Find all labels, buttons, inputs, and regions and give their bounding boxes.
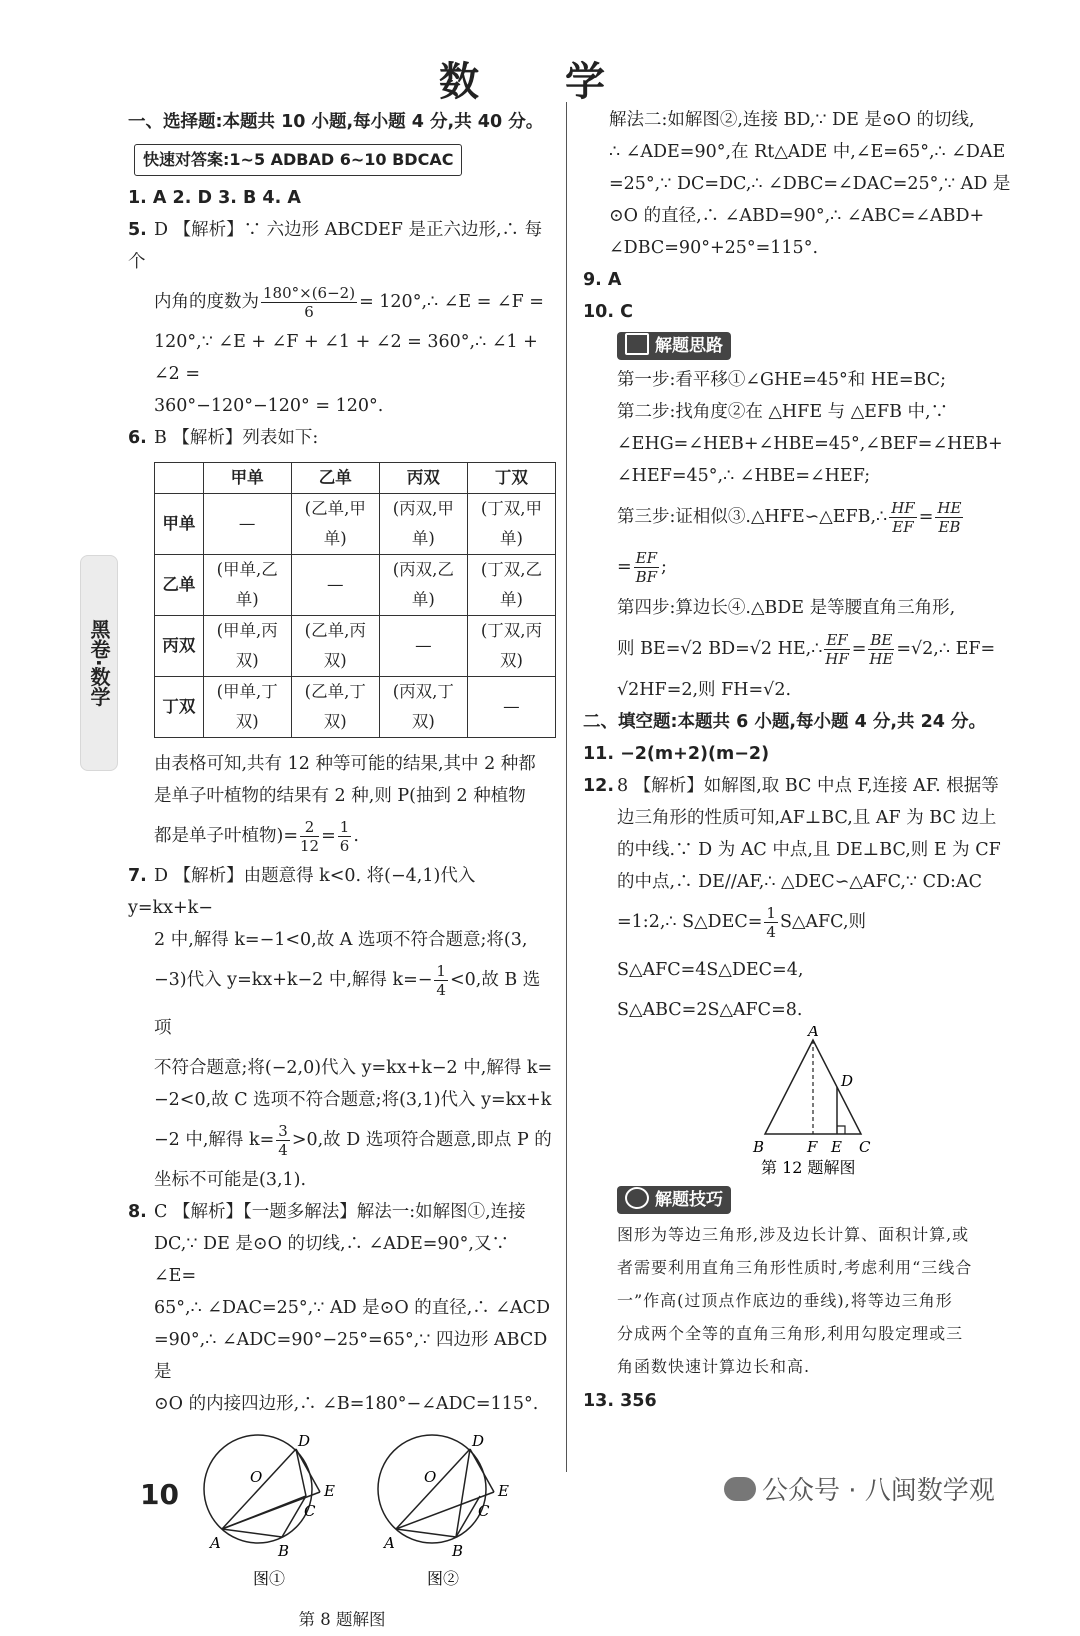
table-cell: (丙双,乙单) [379,555,467,616]
table-header-cell: 丁双 [467,463,555,494]
watermark: 公众号 · 八闽数学观 [724,1470,995,1507]
row-header-cell: 丙双 [155,616,204,677]
q7-line1: 7. D 【解析】由题意得 k<0. 将(−4,1)代入 y=kx+k− [128,866,476,918]
table-cell: (乙单,丙双) [291,616,379,677]
q8-line5: ⊙O 的内接四边形,∴ ∠B=180°−∠ADC=115°. [154,1394,539,1414]
s2-line2: ∴ ∠ADE=90°,在 Rt△ADE 中,∠E=65°,∴ ∠DAE [609,142,1006,162]
q12-line3: 的中线.∵ D 为 AC 中点,且 DE⊥BC,则 E 为 CF [617,840,1001,860]
svg-text:E: E [324,1482,335,1500]
section-heading-choice: 一、选择题:本题共 10 小题,每小题 4 分,共 40 分。 [128,112,544,132]
page-number: 10 [140,1478,179,1511]
svg-text:C: C [304,1502,316,1520]
wechat-icon [724,1477,756,1501]
answer-13: 13. 356 [583,1391,657,1411]
q8-line4: =90°,∴ ∠ADC=90°−25°=65°,∵ 四边形 ABCD 是 [154,1330,548,1382]
q6-line1: 6. B 【解析】列表如下: [128,428,319,448]
step-3a: 第三步:证相似③.△HFE∽△EFB,∴ $\frac{HF}{EF}$ = $\frac{HE}{EB}$ [617,499,962,536]
tips-line1: 图形为等边三角形,涉及边长计算、面积计算,或 [617,1225,970,1244]
table-cell: (乙单,甲单) [291,494,379,555]
q7-line6: −2 中,解得 k= $\frac{3}{4}$ >0,故 D 选项符合题意,即点 P 的 [154,1122,552,1159]
q5-line2: 内角的度数为 $\frac{180^\circ\times(6-2)}{6}$ = 120°,∴ ∠E = ∠F = [154,284,544,321]
q12-line1: 12. 8 【解析】如解图,取 BC 中点 F,连接 AF. 根据等 [583,776,999,796]
q12-line4: 的中点,∴ DE//AF,∴ △DEC∽△AFC,∵ CD:AC [617,872,982,892]
q12-figure [583,1026,1019,1176]
q7-line2: 2 中,解得 k=−1<0,故 A 选项不符合题意;将(3, [154,930,528,950]
table-header-cell: 丙双 [379,463,467,494]
figure-1 [204,1432,335,1588]
svg-text:A: A [210,1534,221,1552]
table-cell: (甲单,乙单) [203,555,291,616]
q8-figures [128,1424,556,1604]
row-header-cell: 甲单 [155,494,204,555]
page-title: 数 学 [439,59,641,105]
table-cell: — [467,677,555,738]
svg-text:第 12 题解图: 第 12 题解图 [761,1158,856,1176]
answer-10: 10. C [583,302,633,322]
s2-line3: =25°,∵ DC=DC,∴ ∠DBC=∠DAC=25°,∵ AD 是 [609,174,1011,194]
q8-figure-caption: 第 8 题解图 [298,1610,386,1629]
q8-line3: 65°,∴ ∠DAC=25°,∵ AD 是⊙O 的直径,∴ ∠ACD [154,1298,551,1318]
tips-line5: 角函数快速计算边长和高. [617,1357,811,1376]
svg-text:B: B [753,1138,765,1156]
s2-line1: 解法二:如解图②,连接 BD,∵ DE 是⊙O 的切线, [609,110,975,130]
table-cell: — [291,555,379,616]
q7-line5: −2<0,故 C 选项不符合题意;将(3,1)代入 y=kx+k [154,1090,552,1110]
table-cell: (甲单,丙双) [203,616,291,677]
q12-line6: S△ABC=2S△AFC=8. [617,1000,803,1020]
step-1: 第一步:看平移①∠GHE=45°和 HE=BC; [617,370,946,390]
table-row [155,616,556,677]
svg-text:O: O [250,1468,263,1486]
table-row [155,555,556,616]
q12-line5: =1:2,∴ S△DEC= $\frac{1}{4}$ S△AFC,则 S△AFC=4S△DEC=4, [617,904,867,980]
svg-text:E: E [831,1138,842,1156]
answers-1-4: 1. A 2. D 3. B 4. A [128,188,301,208]
svg-text:E: E [498,1482,509,1500]
q7-line4: 不符合题意;将(−2,0)代入 y=kx+k−2 中,解得 k= [154,1058,553,1078]
s2-line5: ∠DBC=90°+25°=115°. [609,238,819,258]
figure-2 [378,1432,509,1588]
step-4c: √2HF=2,则 FH=√2. [617,680,792,700]
table-cell: (丙双,丁双) [379,677,467,738]
q5-line3: 120°,∵ ∠E + ∠F + ∠1 + ∠2 = 360°,∴ ∠1 + ∠2 = [154,332,538,384]
q7-line7: 坐标不可能是(3,1). [154,1170,307,1190]
quick-answer-box: 快速对答案:1~5 ADBAD 6~10 BDCAC [134,144,462,176]
step-4b: 则 BE=√2 BD=√2 HE,∴ $\frac{EF}{HF}$ = $\frac{BE}{HE}$ =√2,∴ EF= [617,631,996,668]
table-cell: (甲单,丁双) [203,677,291,738]
svg-text:A: A [384,1534,395,1552]
table-header-cell: 甲单 [203,463,291,494]
svg-text:D: D [298,1432,311,1450]
table-header-cell: 乙单 [291,463,379,494]
q8-line2: DC,∵ DE 是⊙O 的切线,∴ ∠ADE=90°,又∵ ∠E= [154,1234,509,1286]
svg-text:图①: 图① [253,1569,286,1588]
table-cell: (丁双,甲单) [467,494,555,555]
svg-text:F: F [807,1138,818,1156]
tips-line4: 分成两个全等的直角三角形,利用勾股定理或三 [617,1324,964,1343]
table-cell: — [203,494,291,555]
table-cell: (乙单,丁双) [291,677,379,738]
table-row [155,677,556,738]
svg-text:O: O [424,1468,437,1486]
table-row [155,494,556,555]
svg-text:A: A [808,1026,819,1040]
table-cell: (丁双,乙单) [467,555,555,616]
q6-line3: 是单子叶植物的结果有 2 种,则 P(抽到 2 种植物 [154,786,526,806]
outcome-table [154,462,556,738]
table-cell: — [379,616,467,677]
svg-text:D: D [841,1072,854,1090]
step-3b: = $\frac{EF}{BF}$ ; [617,549,667,586]
q7-line3: −3)代入 y=kx+k−2 中,解得 k=− $\frac{1}{4}$ <0,故 B 选项 [154,962,541,1038]
table-cell: (丁双,丙双) [467,616,555,677]
answer-9: 9. A [583,270,622,290]
tips-badge: 解题技巧 [617,1186,731,1214]
tips-line3: 一”作高(过顶点作底边的垂线),将等边三角形 [617,1291,953,1310]
think-badge: 解题思路 [617,332,731,360]
left-column [128,106,556,1636]
q5-line4: 360°−120°−120° = 120°. [154,396,384,416]
step-2a: 第二步:找角度②在 △HFE 与 △EFB 中,∵ [617,402,949,422]
svg-text:D: D [472,1432,485,1450]
q8-line1: 8. C 【解析】【一题多解法】解法一:如解图①,连接 [128,1202,526,1222]
svg-text:图②: 图② [427,1569,460,1588]
q6-line4: 都是单子叶植物)= $\frac{2}{12}$ = $\frac{1}{6}$ . [154,818,359,855]
svg-text:B: B [278,1542,290,1560]
svg-text:C: C [859,1138,871,1156]
table-header-cell [155,463,204,494]
tips-line2: 者需要利用直角三角形性质时,考虑利用“三线合 [617,1258,973,1277]
q6-line2: 由表格可知,共有 12 种等可能的结果,其中 2 种都 [154,754,536,774]
q12-line2: 边三角形的性质可知,AF⊥BC,且 AF 为 BC 边上 [617,808,997,828]
svg-text:C: C [478,1502,490,1520]
fraction: $\frac{180^\circ\times(6-2)}{6}$ [263,284,356,321]
step-2c: ∠HEF=45°,∴ ∠HBE=∠HEF; [617,466,871,486]
answer-11: 11. −2(m+2)(m−2) [583,744,770,764]
row-header-cell: 乙单 [155,555,204,616]
notepad-icon [625,333,649,355]
table-cell: (丙双,甲单) [379,494,467,555]
row-header-cell: 丁双 [155,677,204,738]
right-column [583,104,1019,1417]
column-divider [566,102,567,1472]
q5-line1: 5. D 【解析】∵ 六边形 ABCDEF 是正六边形,∴ 每个 [128,220,543,272]
side-tab: 黑卷·数学 [80,555,118,771]
section-heading-fill: 二、填空题:本题共 6 小题,每小题 4 分,共 24 分。 [583,712,987,732]
s2-line4: ⊙O 的直径,∴ ∠ABD=90°,∴ ∠ABC=∠ABD+ [609,206,985,226]
svg-text:B: B [452,1542,464,1560]
step-4a: 第四步:算边长④.△BDE 是等腰直角三角形, [617,598,956,618]
step-2b: ∠EHG=∠HEB+∠HBE=45°,∠BEF=∠HEB+ [617,434,1003,454]
key-icon [625,1187,649,1209]
